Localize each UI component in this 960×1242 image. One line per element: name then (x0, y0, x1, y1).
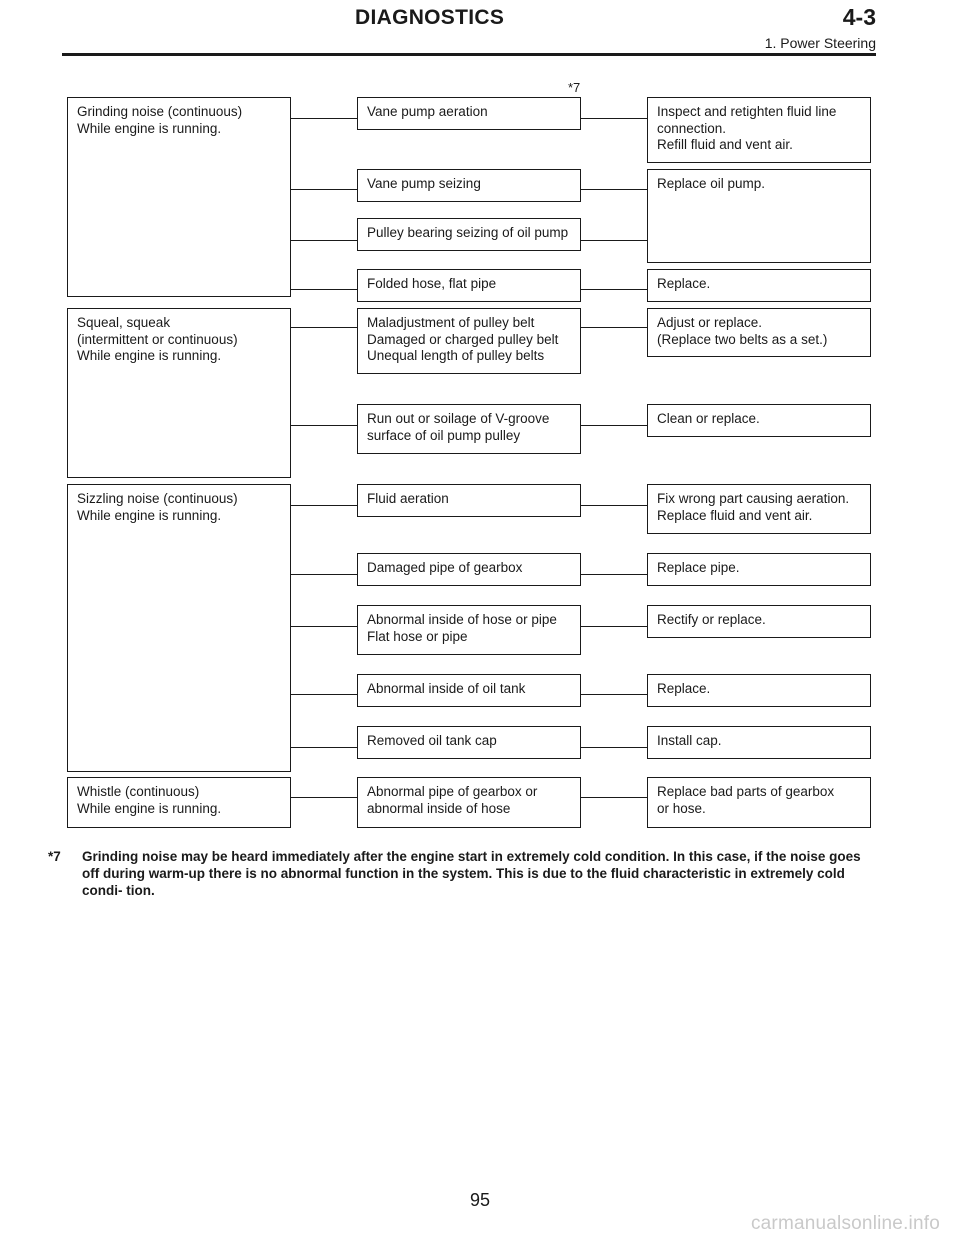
remedy-line: connection. (657, 120, 727, 136)
remedy-line: Replace. (657, 276, 711, 291)
cause-line: Fluid aeration (367, 491, 449, 506)
cause-line: Vane pump aeration (367, 104, 488, 119)
connector-line (581, 289, 647, 290)
remedy-line: Adjust or replace. (657, 315, 763, 330)
connector-line (291, 327, 357, 328)
remedy-box (647, 269, 871, 302)
cause-box (357, 404, 581, 454)
remedy-box (647, 777, 871, 828)
symptom-line: While engine is running. (77, 348, 222, 363)
connector-line (291, 289, 357, 290)
section-title: DIAGNOSTICS (355, 6, 505, 29)
symptom-line: (intermittent or continuous) (77, 331, 238, 347)
cause-line: abnormal inside of hose (367, 800, 511, 816)
footnote-marker: *7 (48, 849, 61, 864)
remedy-line: Install cap. (657, 733, 722, 748)
connector-line (581, 626, 647, 627)
footnote-reference-mark: *7 (568, 80, 581, 95)
footnote (48, 848, 878, 899)
remedy-box (647, 674, 871, 707)
cause-line: Removed oil tank cap (367, 733, 497, 748)
remedy-box (647, 553, 871, 586)
remedy-box (647, 308, 871, 357)
connector-line (291, 118, 357, 119)
cause-line: Pulley bearing seizing of oil pump (367, 225, 569, 240)
header-rule (62, 53, 876, 56)
cause-line: Abnormal inside of hose or pipe (367, 612, 557, 627)
cause-box (357, 605, 581, 655)
cause-line: Flat hose or pipe (367, 628, 468, 644)
connector-line (291, 189, 357, 190)
cause-box (357, 777, 581, 828)
remedy-line: Refill fluid and vent air. (657, 137, 793, 152)
connector-line (581, 327, 647, 328)
connector-line (581, 505, 647, 506)
connector-line (291, 626, 357, 627)
symptom-line: Grinding noise (continuous) (77, 104, 243, 119)
cause-line: Maladjustment of pulley belt (367, 315, 535, 330)
cause-box (357, 726, 581, 759)
symptom-box (67, 308, 291, 478)
cause-box (357, 218, 581, 251)
symptom-line: While engine is running. (77, 120, 222, 136)
symptom-box (67, 777, 291, 828)
cause-line: Damaged pipe of gearbox (367, 560, 523, 575)
cause-line: surface of oil pump pulley (367, 427, 521, 443)
connector-line (291, 425, 357, 426)
cause-line: Damaged or charged pulley belt (367, 331, 559, 347)
cause-line: Run out or soilage of V-groove (367, 411, 550, 426)
section-subtitle: 1. Power Steering (764, 35, 876, 51)
remedy-box (647, 169, 871, 263)
symptom-box (67, 97, 291, 297)
connector-line (581, 118, 647, 119)
connector-line (291, 797, 357, 798)
connector-line (291, 747, 357, 748)
remedy-box (647, 484, 871, 534)
connector-line (291, 505, 357, 506)
cause-line: Abnormal inside of oil tank (367, 681, 526, 696)
cause-box (357, 97, 581, 130)
page-number: 95 (469, 1190, 491, 1210)
remedy-line: Inspect and retighten fluid line (657, 104, 837, 119)
cause-box (357, 674, 581, 707)
connector-line (291, 574, 357, 575)
remedy-line: Clean or replace. (657, 411, 760, 426)
remedy-line: Replace bad parts of gearbox (657, 784, 835, 799)
remedy-line: Rectify or replace. (657, 612, 766, 627)
remedy-box (647, 404, 871, 437)
remedy-line: Replace fluid and vent air. (657, 507, 813, 523)
cause-box (357, 269, 581, 302)
connector-line (581, 747, 647, 748)
cause-box (357, 308, 581, 374)
watermark: carmanualsonline.info (750, 1213, 940, 1234)
cause-line: Abnormal pipe of gearbox or (367, 784, 538, 799)
connector-line (581, 240, 647, 241)
remedy-line: (Replace two belts as a set.) (657, 331, 828, 347)
remedy-box (647, 605, 871, 638)
connector-line (291, 694, 357, 695)
connector-line (291, 240, 357, 241)
footnote-text: Grinding noise may be heard immediately after the engine start in extremely cold condition. In this case, if the noise goes off during warm-up there is no abnormal function in the system. This is due to the fluid characteristic in extremely cold condi- tion. (82, 849, 861, 898)
cause-line: Vane pump seizing (367, 176, 481, 191)
connector-line (581, 574, 647, 575)
remedy-line: Fix wrong part causing aeration. (657, 491, 850, 506)
cause-box (357, 484, 581, 517)
section-code: 4-3 (842, 4, 876, 30)
symptom-box (67, 484, 291, 772)
remedy-line: Replace. (657, 681, 711, 696)
remedy-line: or hose. (657, 800, 706, 816)
cause-box (357, 169, 581, 202)
connector-line (581, 797, 647, 798)
remedy-line: Replace oil pump. (657, 176, 766, 191)
connector-line (581, 694, 647, 695)
symptom-line: While engine is running. (77, 507, 222, 523)
connector-line (581, 425, 647, 426)
cause-line: Unequal length of pulley belts (367, 348, 545, 363)
remedy-line: Replace pipe. (657, 560, 740, 575)
symptom-line: Squeal, squeak (77, 315, 171, 330)
connector-line (581, 189, 647, 190)
symptom-line: Sizzling noise (continuous) (77, 491, 238, 506)
cause-line: Folded hose, flat pipe (367, 276, 497, 291)
cause-box (357, 553, 581, 586)
symptom-line: Whistle (continuous) (77, 784, 200, 799)
remedy-box (647, 97, 871, 163)
remedy-box (647, 726, 871, 759)
symptom-line: While engine is running. (77, 800, 222, 816)
